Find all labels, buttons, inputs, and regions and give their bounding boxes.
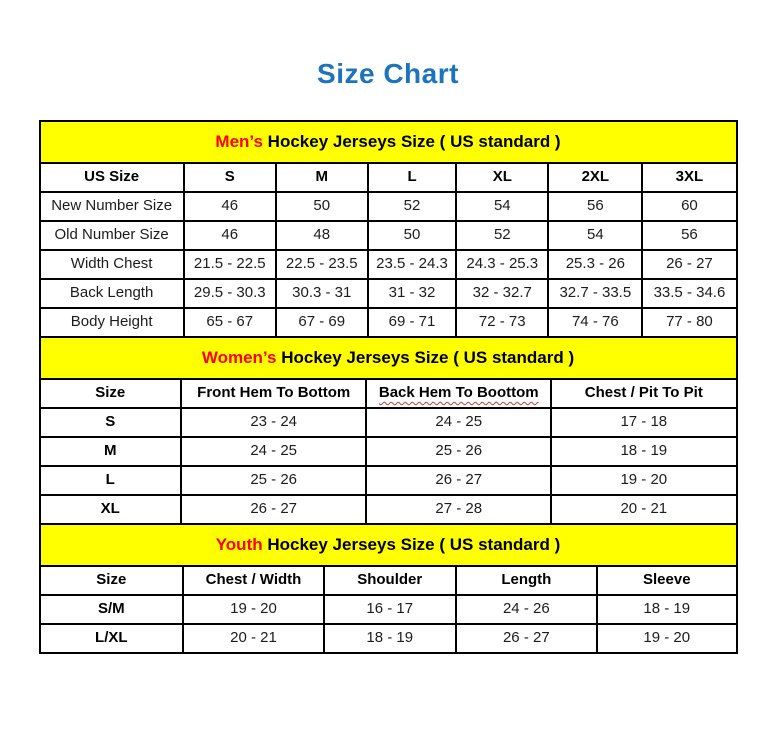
column-header: [366, 379, 551, 408]
row-label: Width Chest: [40, 250, 184, 279]
cell: 56: [642, 221, 736, 250]
column-header: [548, 163, 642, 192]
cell: 24 - 26: [456, 595, 597, 624]
row-label: S: [40, 408, 181, 437]
column-header: [597, 566, 736, 595]
cell: 18 - 19: [597, 595, 736, 624]
youth-size-table: [39, 523, 738, 654]
column-header-label: Front Hem To Bottom: [197, 384, 351, 402]
row-label: M: [40, 437, 181, 466]
mens-heading-row: [40, 121, 737, 163]
cell: 19 - 20: [551, 466, 736, 495]
row-label: L/XL: [40, 624, 184, 653]
womens-heading-row: [40, 337, 737, 379]
mens-size-table: [39, 120, 738, 338]
cell: 24 - 25: [366, 408, 551, 437]
cell: 25 - 26: [366, 437, 551, 466]
cell: 26 - 27: [456, 624, 597, 653]
cell: 20 - 21: [551, 495, 736, 524]
column-header-label: M: [315, 168, 329, 186]
cell: 72 - 73: [456, 308, 548, 337]
cell: 25 - 26: [181, 466, 366, 495]
cell: 74 - 76: [548, 308, 642, 337]
page-title: Size Chart: [317, 58, 459, 89]
cell: 32.7 - 33.5: [548, 279, 642, 308]
cell: 30.3 - 31: [276, 279, 368, 308]
table-row: [40, 466, 737, 495]
cell: 18 - 19: [551, 437, 736, 466]
column-header-label: L: [407, 168, 417, 186]
section-heading-highlight: Youth: [215, 535, 263, 555]
cell: 21.5 - 22.5: [184, 250, 276, 279]
row-label: L: [40, 466, 181, 495]
cell: 60: [642, 192, 736, 221]
column-header-label: Chest / Pit To Pit: [584, 384, 703, 402]
cell: 33.5 - 34.6: [642, 279, 736, 308]
table-row: [40, 595, 737, 624]
cell: 52: [368, 192, 457, 221]
section-heading-highlight: Men’s: [215, 132, 263, 152]
table-row: [40, 192, 737, 221]
column-header: [40, 379, 181, 408]
table-row: [40, 437, 737, 466]
column-header-label: Shoulder: [357, 571, 423, 589]
youth-section-heading: [40, 524, 737, 566]
column-header-label: Size: [96, 571, 127, 589]
youth-header-row: [40, 566, 737, 595]
column-header: [40, 566, 184, 595]
cell: 67 - 69: [276, 308, 368, 337]
column-header-label: Length: [501, 571, 552, 589]
cell: 16 - 17: [324, 595, 456, 624]
column-header: [181, 379, 366, 408]
column-header: [456, 163, 548, 192]
table-row: [40, 279, 737, 308]
cell: 18 - 19: [324, 624, 456, 653]
mens-header-row: [40, 163, 737, 192]
cell: 25.3 - 26: [548, 250, 642, 279]
womens-size-table: [39, 336, 738, 525]
column-header-label: Back Hem To Boottom: [378, 384, 539, 402]
cell: 27 - 28: [366, 495, 551, 524]
table-row: [40, 624, 737, 653]
row-label: S/M: [40, 595, 184, 624]
column-header-label: US Size: [84, 168, 140, 186]
cell: 56: [548, 192, 642, 221]
column-header: [276, 163, 368, 192]
column-header: [184, 163, 276, 192]
cell: 24 - 25: [181, 437, 366, 466]
section-heading-rest: Hockey Jerseys Size ( US standard ): [262, 132, 561, 152]
cell: 46: [184, 192, 276, 221]
column-header: [551, 379, 736, 408]
cell: 19 - 20: [183, 595, 324, 624]
mens-section-heading: [40, 121, 737, 163]
youth-heading-row: [40, 524, 737, 566]
column-header-label: XL: [492, 168, 512, 186]
row-label: Old Number Size: [40, 221, 184, 250]
cell: 46: [184, 221, 276, 250]
cell: 22.5 - 23.5: [276, 250, 368, 279]
cell: 77 - 80: [642, 308, 736, 337]
row-label: XL: [40, 495, 181, 524]
row-label: Body Height: [40, 308, 184, 337]
cell: 26 - 27: [642, 250, 736, 279]
cell: 26 - 27: [181, 495, 366, 524]
column-header-label: S: [224, 168, 235, 186]
section-heading-highlight: Women’s: [201, 348, 277, 368]
column-header-label: 2XL: [581, 168, 610, 186]
cell: 48: [276, 221, 368, 250]
cell: 20 - 21: [183, 624, 324, 653]
column-header: [368, 163, 457, 192]
cell: 17 - 18: [551, 408, 736, 437]
column-header: [324, 566, 456, 595]
section-heading-rest: Hockey Jerseys Size ( US standard ): [262, 535, 561, 555]
womens-header-row: [40, 379, 737, 408]
table-row: [40, 250, 737, 279]
table-row: [40, 221, 737, 250]
cell: 23.5 - 24.3: [368, 250, 457, 279]
cell: 54: [548, 221, 642, 250]
cell: 24.3 - 25.3: [456, 250, 548, 279]
row-label: Back Length: [40, 279, 184, 308]
cell: 50: [368, 221, 457, 250]
womens-section-heading: [40, 337, 737, 379]
row-label: New Number Size: [40, 192, 184, 221]
column-header: [642, 163, 736, 192]
cell: 23 - 24: [181, 408, 366, 437]
size-tables: [39, 120, 738, 654]
column-header: [40, 163, 184, 192]
table-row: [40, 408, 737, 437]
cell: 31 - 32: [368, 279, 457, 308]
cell: 69 - 71: [368, 308, 457, 337]
column-header-label: Sleeve: [643, 571, 691, 589]
column-header-label: Chest / Width: [205, 571, 302, 589]
cell: 19 - 20: [597, 624, 736, 653]
cell: 32 - 32.7: [456, 279, 548, 308]
cell: 29.5 - 30.3: [184, 279, 276, 308]
cell: 52: [456, 221, 548, 250]
column-header: [183, 566, 324, 595]
column-header-label: 3XL: [675, 168, 704, 186]
column-header-label: Size: [95, 384, 126, 402]
cell: 65 - 67: [184, 308, 276, 337]
cell: 50: [276, 192, 368, 221]
cell: 26 - 27: [366, 466, 551, 495]
cell: 54: [456, 192, 548, 221]
size-chart-page: [0, 58, 776, 654]
section-heading-rest: Hockey Jerseys Size ( US standard ): [276, 348, 575, 368]
column-header: [456, 566, 597, 595]
table-row: [40, 308, 737, 337]
table-row: [40, 495, 737, 524]
